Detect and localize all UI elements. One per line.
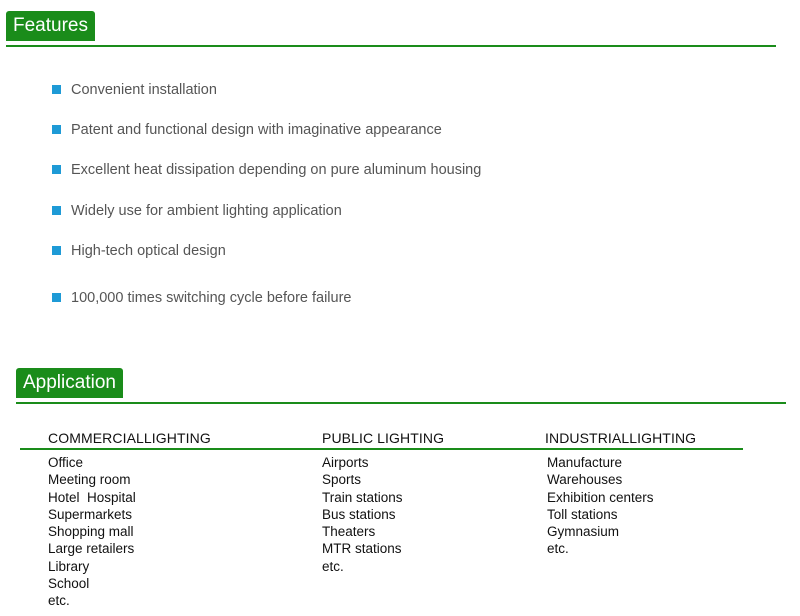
- list-item: Bus stations: [322, 506, 396, 522]
- list-item: Meeting room: [48, 472, 131, 488]
- list-item: Airports: [322, 455, 369, 470]
- column-title-public: PUBLIC LIGHTING: [322, 430, 445, 446]
- columns-header-divider: [20, 448, 743, 450]
- square-bullet-icon: [52, 293, 61, 302]
- feature-text: Patent and functional design with imaginative appearance: [71, 122, 442, 138]
- square-bullet-icon: [52, 125, 61, 134]
- list-item: etc.: [322, 558, 344, 574]
- list-item: MTR stations: [322, 541, 402, 557]
- list-item: Library: [48, 558, 90, 574]
- list-item: School: [48, 576, 90, 592]
- list-item: etc.: [48, 593, 70, 609]
- list-item: Gymnasium: [547, 524, 620, 540]
- industrial-list: [547, 454, 654, 558]
- column-title-commercial: COMMERCIALLIGHTING: [48, 430, 211, 446]
- list-item: Toll stations: [547, 506, 618, 522]
- square-bullet-icon: [52, 165, 61, 174]
- feature-text: 100,000 times switching cycle before failure: [71, 290, 352, 306]
- public-list: [322, 454, 403, 575]
- square-bullet-icon: [52, 246, 61, 255]
- feature-text: Convenient installation: [71, 82, 217, 98]
- features-heading: Features: [6, 11, 95, 41]
- application-heading: Application: [16, 368, 123, 398]
- list-item: Large retailers: [48, 541, 135, 557]
- list-item: Train stations: [322, 489, 403, 505]
- list-item: Exhibition centers: [547, 489, 654, 505]
- list-item: Sports: [322, 472, 362, 488]
- commercial-list: [48, 454, 136, 610]
- feature-text: High-tech optical design: [71, 243, 226, 259]
- feature-text: Widely use for ambient lighting application: [71, 203, 342, 219]
- list-item: etc.: [547, 541, 569, 557]
- list-item: Supermarkets: [48, 506, 133, 522]
- application-divider: [16, 402, 786, 404]
- list-item: Shopping mall: [48, 524, 134, 540]
- square-bullet-icon: [52, 206, 61, 215]
- features-divider: [6, 45, 776, 47]
- feature-text: Excellent heat dissipation depending on pure aluminum housing: [71, 162, 482, 178]
- list-item: Hotel Hospital: [48, 489, 136, 505]
- list-item: Theaters: [322, 524, 376, 540]
- square-bullet-icon: [52, 85, 61, 94]
- list-item: Office: [48, 455, 84, 470]
- column-title-industrial: INDUSTRIALLIGHTING: [545, 430, 697, 446]
- list-item: Warehouses: [547, 472, 623, 488]
- list-item: Manufacture: [547, 455, 623, 470]
